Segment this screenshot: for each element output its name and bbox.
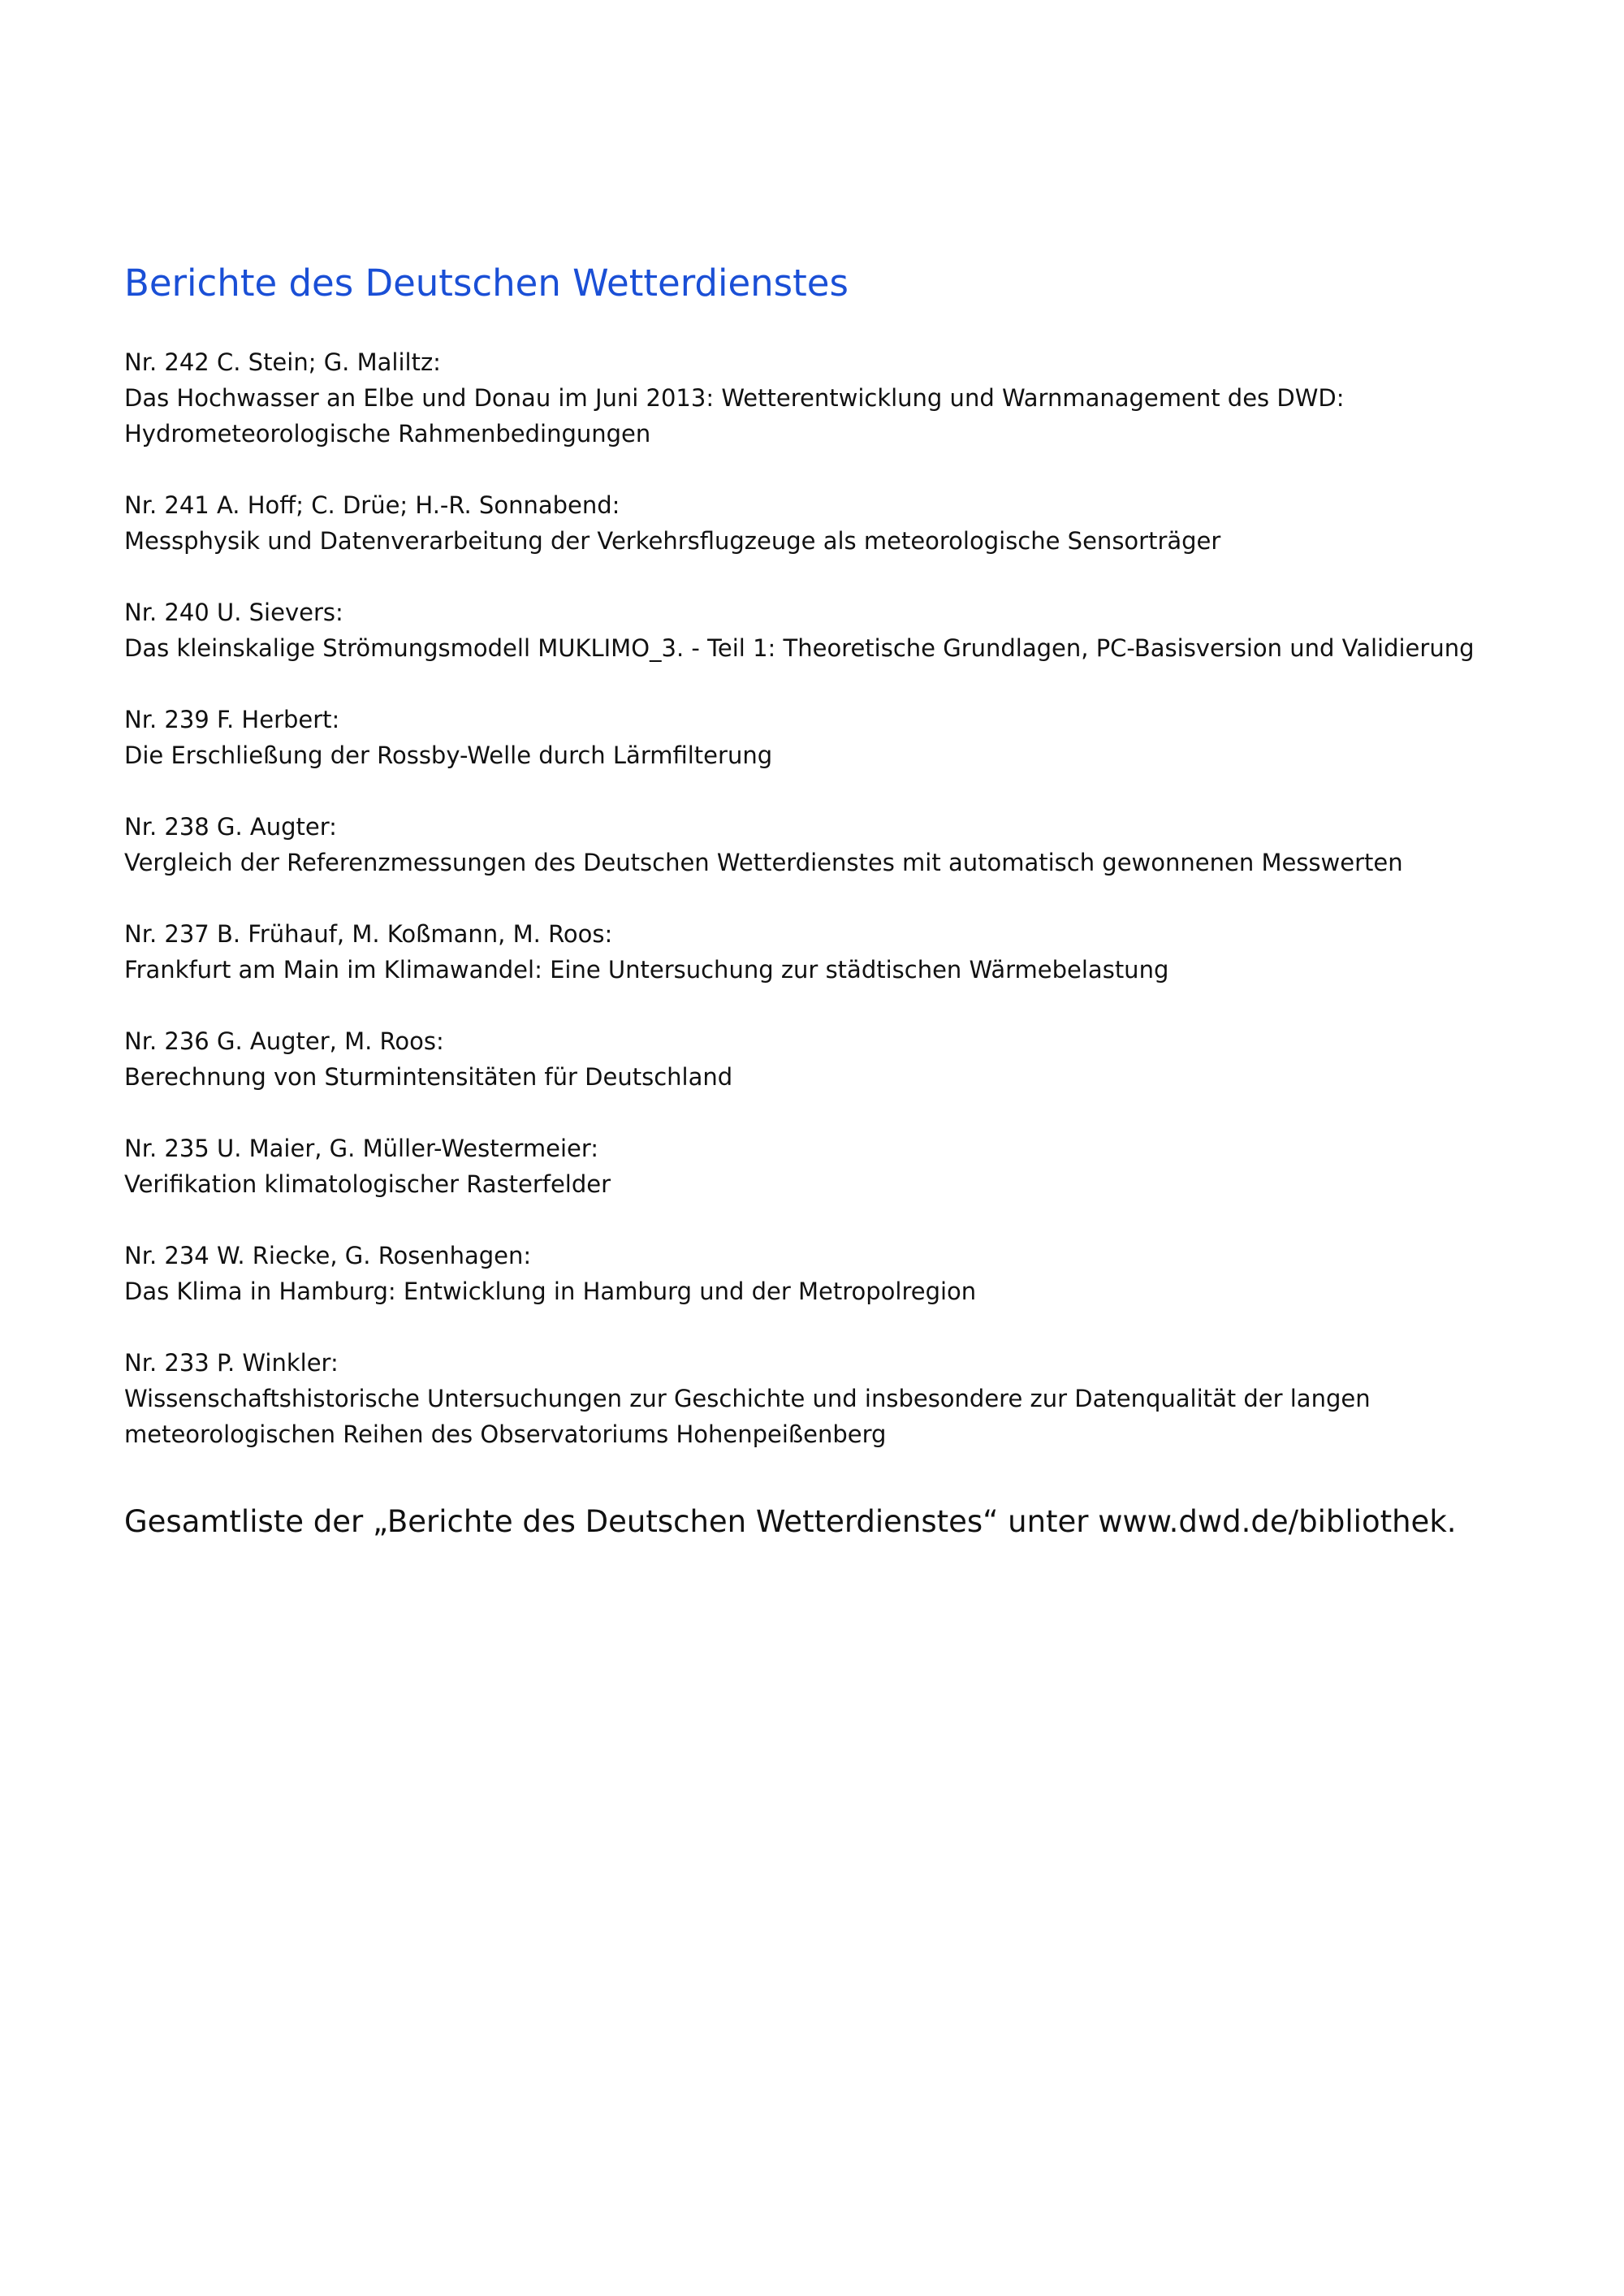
- entry-number: Nr. 241: [124, 491, 209, 519]
- entry-number: Nr. 233: [124, 1349, 209, 1377]
- list-item: [124, 916, 1553, 988]
- list-item: [124, 1023, 1553, 1095]
- entry-number: Nr. 239: [124, 706, 209, 733]
- entry-number: Nr. 238: [124, 813, 209, 841]
- entry-title: Berechnung von Sturmintensitäten für Deutschland: [124, 1063, 733, 1091]
- entry-authors: U. Sievers:: [216, 599, 343, 626]
- entry-number: Nr. 240: [124, 599, 209, 626]
- complete-list-note: Gesamtliste der „Berichte des Deutschen Wetterdienstes“ unter www.dwd.de/bibliothek.: [124, 1504, 1457, 1539]
- list-item: [124, 702, 1553, 773]
- entry-head: [124, 1131, 1553, 1166]
- entry-head: [124, 1345, 1553, 1381]
- entry-head: [124, 1238, 1553, 1273]
- entry-title: Vergleich der Referenzmessungen des Deutschen Wetterdienstes mit automatisch gewonnenen Messwerten: [124, 849, 1403, 876]
- entry-title: Das Klima in Hamburg: Entwicklung in Hamburg und der Metropolregion: [124, 1278, 977, 1305]
- list-item: [124, 595, 1553, 666]
- list-item: [124, 487, 1553, 559]
- entry-number: Nr. 235: [124, 1135, 209, 1162]
- entry-authors: P. Winkler:: [216, 1349, 339, 1377]
- entry-title: Das Hochwasser an Elbe und Donau im Juni 2013: Wetterentwicklung und Warnmanagement des DWD: Hydrometeorologische Rahmenbedingungen: [124, 384, 1345, 448]
- list-item: [124, 1238, 1553, 1309]
- list-item: [124, 344, 1553, 452]
- entry-number: Nr. 234: [124, 1242, 209, 1269]
- entry-authors: U. Maier, G. Müller-Westermeier:: [216, 1135, 599, 1162]
- entry-authors: C. Stein; G. Maliltz:: [216, 348, 441, 376]
- publication-list: [124, 344, 1553, 1452]
- entry-authors: G. Augter:: [216, 813, 337, 841]
- entry-number: Nr. 242: [124, 348, 209, 376]
- entry-title: Das kleinskalige Strömungsmodell MUKLIMO_3. - Teil 1: Theoretische Grundlagen, PC-Basisversion und Validierung: [124, 634, 1475, 662]
- entry-title: Frankfurt am Main im Klimawandel: Eine Untersuchung zur städtischen Wärmebelastung: [124, 956, 1169, 984]
- entry-head: [124, 916, 1553, 952]
- entry-authors: W. Riecke, G. Rosenhagen:: [216, 1242, 532, 1269]
- entry-title: Verifikation klimatologischer Rasterfelder: [124, 1170, 611, 1198]
- entry-head: [124, 809, 1553, 845]
- entry-head: [124, 344, 1553, 380]
- entry-title: Die Erschließung der Rossby-Welle durch Lärmfilterung: [124, 742, 773, 769]
- entry-number: Nr. 236: [124, 1027, 209, 1055]
- entry-title: Wissenschaftshistorische Untersuchungen zur Geschichte und insbesondere zur Datenqualität der langen meteorologischen Reihen des Observatoriums Hohenpeißenberg: [124, 1385, 1371, 1448]
- entry-authors: B. Frühauf, M. Koßmann, M. Roos:: [216, 920, 613, 948]
- entry-head: [124, 487, 1553, 523]
- entry-authors: A. Hoff; C. Drüe; H.-R. Sonnabend:: [216, 491, 620, 519]
- entry-authors: F. Herbert:: [216, 706, 340, 733]
- entry-head: [124, 1023, 1553, 1059]
- entry-head: [124, 702, 1553, 737]
- page-title: Berichte des Deutschen Wetterdienstes: [124, 262, 849, 305]
- list-item: [124, 809, 1553, 880]
- page-content: [124, 258, 1553, 1543]
- list-item: [124, 1345, 1553, 1452]
- entry-head: [124, 595, 1553, 630]
- entry-authors: G. Augter, M. Roos:: [216, 1027, 444, 1055]
- entry-number: Nr. 237: [124, 920, 209, 948]
- entry-title: Messphysik und Datenverarbeitung der Verkehrsflugzeuge als meteorologische Sensorträger: [124, 527, 1221, 555]
- list-item: [124, 1131, 1553, 1202]
